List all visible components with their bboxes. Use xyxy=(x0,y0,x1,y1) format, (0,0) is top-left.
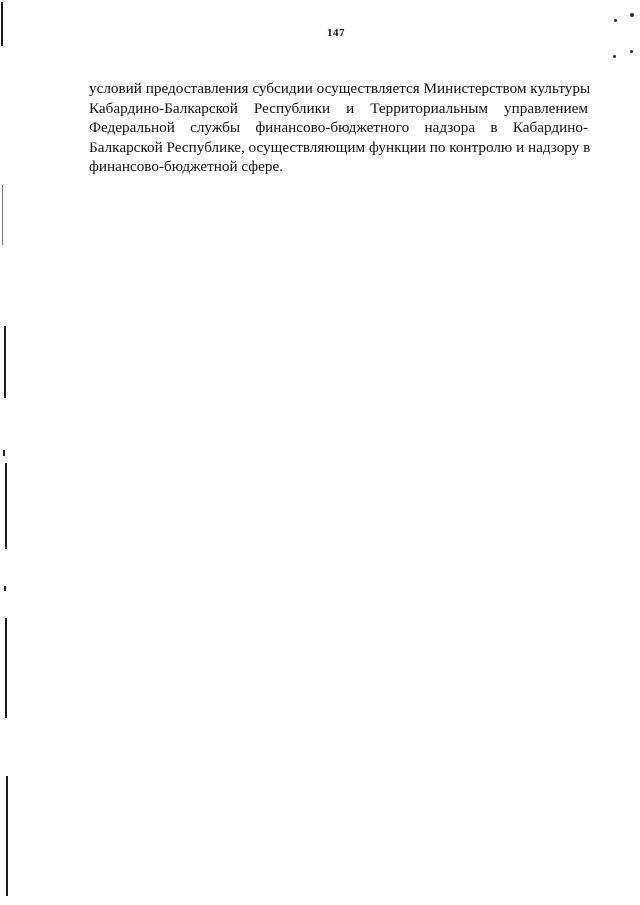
scan-edge-mark xyxy=(4,586,6,591)
scan-edge-mark xyxy=(5,618,7,718)
scan-speck xyxy=(630,13,634,17)
scan-speck xyxy=(614,19,617,22)
scan-edge-mark xyxy=(5,463,7,549)
text-line: Кабардино-Балкарской Республики и Территориальным управлением xyxy=(89,99,588,117)
body-paragraph xyxy=(89,79,591,177)
text-line: Балкарской Республике, осуществляющим функции по контролю и надзору в xyxy=(89,138,591,156)
text-line: Федеральной службы финансово-бюджетного надзора в Кабардино- xyxy=(89,119,588,137)
scan-edge-mark xyxy=(6,776,8,896)
scan-edge-mark xyxy=(2,185,3,245)
text-line: финансово-бюджетной сфере. xyxy=(89,158,284,176)
scan-speck xyxy=(630,50,633,53)
scan-edge-mark xyxy=(1,2,3,46)
page-number: 147 xyxy=(327,27,345,39)
text-line: условий предоставления субсидии осуществляется Министерством культуры xyxy=(89,80,591,97)
scan-speck xyxy=(613,55,616,58)
scan-edge-mark xyxy=(4,326,6,398)
scan-edge-mark xyxy=(3,450,5,456)
